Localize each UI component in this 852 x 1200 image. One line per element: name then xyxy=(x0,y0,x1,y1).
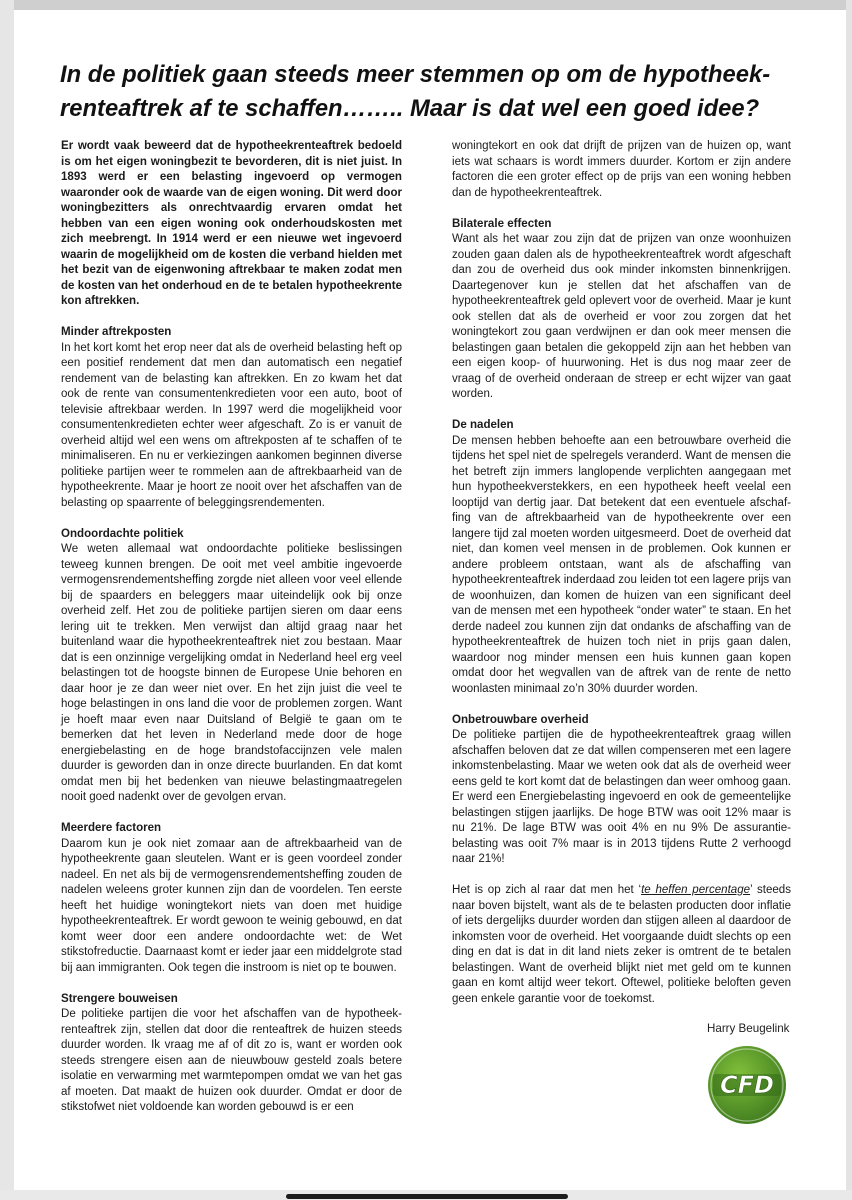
home-indicator xyxy=(286,1194,568,1199)
left-column xyxy=(61,139,402,1131)
section-body-de-nadelen: De mensen hebben behoefte aan een betrouwbare overheid die tijdens het spel niet de spelregels veranderd. Want de mensen die het betreft zijn immers langlopende verplichten aangegaan met hun hypotheekverstekkers, en een hypotheek heeft veelal een looptijd van dertig jaar. Dat betekent dat een eventuele afschaf-fing van de aftrekbaarheid van de hypotheekrente over een langere tijd zal moeten worden uitgesmeerd. Doet de overheid dat niet, dan komen veel mensen in de problemen. Ook kunnen er andere probleem ontstaan, want als de afschaffing van hypotheekrenteaftrek inderdaad zou leiden tot een lagere prijs van de woonhuizen, dan komen de huizen van een significant deel van de mensen met een hypotheek “onder water” te staan. En het derde nadeel zou kunnen zijn dat ondanks de afschaffing van de hypotheekrenteaftrek de huizen toch niet in prijs gaan dalen, waardoor nog minder mensen een huis kunnen gaan kopen omdat door het wegvallen van de aftrek van de rente de netto woonlasten minimaal zo’n 30% duurder worden. xyxy=(452,434,791,695)
section-body-strengere-bouweisen: De politieke partijen die voor het afschaffen van de hypotheek-renteaftrek zijn, stellen dat door die renteaftrek de huizen steeds duurder worden. Ik vraag me af of dit zo is, want er worden ook steeds strengere eisen aan de nieuwbouw gesteld zoals betere isolatie en verwarming met warmtepompen omdat we van het gas af moeten. Dat maakt de huizen ook duurder. Omdat er door de stikstofwet niet voldoende kan worden gebouwd is er een xyxy=(61,1008,402,1113)
section-heading-onbetrouwbare-overheid: Onbetrouwbare overheid xyxy=(452,713,589,726)
section-body-minder-aftrekposten: In het kort komt het erop neer dat als de overheid belasting heft op een positief rendement dat men dan automatisch een negatief rendement van de belasting kan aftrekken. En zo kwam het dat ook de rente van consumentenkredieten voor een auto, boot of televisie aftrekbaar werden. In 1997 werd die mogelijkheid voor consumentenkredieten echter weer afgeschaft. Zo is er vanuit de overheid altijd wel een wens om aftrekposten af te schaffen of te minimaliseren. En nu er verkiezingen aankomen beginnen diverse politieke partijen weer te rommelen aan de aftrekbaarheid van de hypotheekrente. Maar je hoort ze nooit over het afschaffen van de belasting op spaarrente of beleggingsrendementen. xyxy=(61,341,402,509)
headline-line-1: In de politiek gaan steeds meer stemmen op om de hypotheek- xyxy=(60,61,771,88)
article-headline xyxy=(60,58,830,126)
section-heading-strengere-bouweisen: Strengere bouweisen xyxy=(61,992,178,1005)
page-edge-top xyxy=(0,0,852,10)
right-column xyxy=(452,139,791,1023)
closing-text-after: ’ steeds naar boven bijstelt, want als de te belasten producten door inflatie of iets dergelijks duurder worden dan stijgen alleen al daardoor de inkomsten voor de overheid. Het voorgaande duidt slechts op een ding en dat is dat in dit land niets zeker is omtrent de te betalen belastingen. Want de overheid blijkt niet met geld om te kunnen gaan en komt altijd weer tekort. Oftewel, politieke beloften geven geen enkele garantie voor de toekomst. xyxy=(452,884,791,1005)
section-heading-de-nadelen: De nadelen xyxy=(452,419,514,431)
section-heading-bilaterale-effecten: Bilaterale effecten xyxy=(452,217,552,230)
continuation-paragraph: woningtekort en ook dat drijft de prijzen van de huizen op, want iets wat schaars is wordt immers duurder. Kortom er zijn andere factoren die een groter effect op de prijs van een woning hebben dan de hypotheekrenteaftrek. xyxy=(452,140,791,199)
section-body-onbetrouwbare-overheid: De politieke partijen die de hypotheekrenteaftrek graag willen afschaffen beloven dat ze dat willen compenseren met een lagere inkomstenbelasting. Maar we weten ook dat als de overheid weer eens geld te kort komt dat de belastingen dan weer omhoog gaan. Er werd een Energiebelasting ingevoerd en ook de gemeentelijke belastingen stijgen jaarlijks. De hoge BTW was ooit 12% maar is nu 21%. De lage BTW was ooit 4% en nu 9% De assurantie-belasting was ooit 7% maar is in 2013 tijdens Rutte 2 verhoogd naar 21%! xyxy=(452,729,791,865)
page-edge-left xyxy=(0,0,14,1200)
section-body-ondoordachte-politiek: We weten allemaal wat ondoordachte politieke beslissingen teweeg kunnen brengen. De ooit met veel ambitie ingevoerde vermogensrendementsheffing zorgde niet alleen voor veel ellende bij de spaarders en beleggers maar uiteindelijk ook bij onze overheid zelf. Het zou de politieke partijen sieren om daar eens lering uit te trekken. Men verwijst dan altijd graag naar het buitenland waar die hypotheekrenteaftrek niet zou bestaan. Maar dat is een onzinnige vergelijking omdat in Nederland heel erg veel belastingen tot de hoogste binnen de Europese Unie behoren en daar hoor je ze dan weer niet over. En het zijn juist die veel te hoge belastingen in ons land die voor de problemen zorgen. Want je hoeft maar even naar Duitsland of België te gaan om te bemerken dat het leven in Nederland mede door de hoge energiebelasting en de hoge brandstofaccijnzen vele malen duurder is geworden dan in onze directe buurlanden. En dat komt omdat men bij het bedenken van nieuwe belastingmaatregelen nooit goed nadenkt over de gevolgen ervan. xyxy=(61,543,402,803)
cfd-logo-icon xyxy=(707,1045,787,1125)
section-body-meerdere-factoren: Daarom kun je ook niet zomaar aan de aftrekbaarheid van de hypotheekrente gaan sleutelen. Want er is geen voordeel zonder nadeel. En net als bij de vermogensrendementsheffing zouden de nadelen weleens groter kunnen zijn dan de voordelen. Ten eerste heeft het huidige woningtekort niets van doen met huidige hypotheekrenteaftrek. Er wordt gewoon te weinig gebouwd, en dat komt weer door een andere ondoordachte wet: de Wet stikstofreductie. Daarnaast komt er ieder jaar een middelgrote stad bij aan immigranten. Ook tegen die instroom is niet op te bouwen. xyxy=(61,837,402,974)
headline-line-2: renteaftrek af te schaffen…….. Maar is dat wel een goed idee? xyxy=(60,95,760,122)
closing-emphasis: te heffen percentage xyxy=(641,884,751,896)
closing-paragraph xyxy=(452,883,791,1007)
section-heading-meerdere-factoren: Meerdere factoren xyxy=(61,822,162,834)
section-body-bilaterale-effecten: Want als het waar zou zijn dat de prijzen van onze woonhuizen zouden gaan dalen als de hypotheekrenteaftrek wordt afgeschaft dan zou de overheid dus ook minder inkomsten binnenkrijgen. Daartegenover kun je stellen dat het afschaffen van de hypotheekrenteaftrek geld oplevert voor de overheid. Maar je kunt ook stellen dat als de overheid er voor zou zorgen dat het woningtekort zou gaan verdwijnen er dan ook meer mensen die belastingen gaan betalen die gekoppeld zijn aan het hebben van een eigen koop- of huurwoning. Het is dus nog maar zeer de vraag of de overheid onderaan de streep er echt wijzer van gaat worden. xyxy=(452,233,791,400)
logo-text: CFD xyxy=(720,1071,774,1099)
intro-paragraph: Er wordt vaak beweerd dat de hypotheekrenteaftrek bedoeld is om het eigen woningbezit te bevorderen, dit is niet juist. In 1893 werd er een belasting ingevoerd op vermogen waaronder ook de waarde van de eigen woning. Dit werd door woningbezitters als onrechtvaardig ervaren omdat het hebben van een eigen woning ook onderhoudskosten met zich meebrengt. In 1914 werd er een nieuwe wet ingevoerd waarin de mogelijkheid om de kosten die verband hielden met het bezit van de eigenwoning aftrekbaar te maken zodat men de kosten van het onderhoud en de te betalen hypotheekrente kon aftrekken. xyxy=(61,140,402,307)
closing-text-before: Het is op zich al raar dat men het ‘ xyxy=(452,884,642,896)
section-heading-minder-aftrekposten: Minder aftrekposten xyxy=(61,326,172,338)
author-signature: Harry Beugelink xyxy=(707,1022,790,1035)
page-edge-right xyxy=(846,0,852,1200)
section-heading-ondoordachte-politiek: Ondoordachte politiek xyxy=(61,527,184,540)
